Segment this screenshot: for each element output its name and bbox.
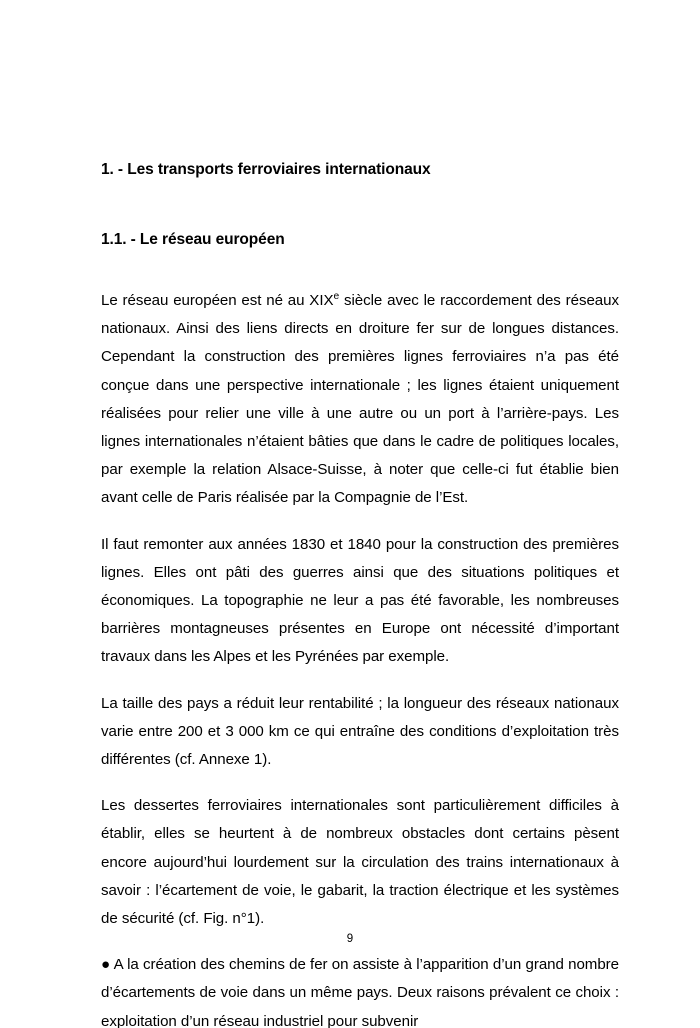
ordinal-superscript: e bbox=[333, 290, 340, 302]
paragraph-lead-text: Le réseau européen est né au XIX bbox=[101, 292, 334, 309]
page-content bbox=[101, 160, 619, 1028]
paragraph-taille-des-pays: La taille des pays a réduit leur rentabilité ; la longueur des réseaux nationaux varie entre 200 et 3 000 km ce qui entraîne des conditions d’exploitation très différentes (cf. Annexe 1). bbox=[101, 694, 619, 769]
paragraph-reseau-europeen bbox=[101, 287, 619, 513]
page-number: 9 bbox=[346, 933, 354, 945]
paragraph-rest-text: siècle avec le raccordement des réseaux nationaux. Ainsi des liens directs en droiture fer sur de longues distances. Cependant la construction des premières lignes ferroviaires n’a pas été conçue dans une perspective internationale ; les lignes étaient uniquement réalisées pour relier une ville à une autre ou un port à l’arrière-pays. Les lignes internationales n’étaient bâties que dans le cadre de politiques locales, par exemple la relation Alsace-Suisse, à noter que celle-ci fut établie bien avant celle de Paris réalisée par la Compagnie de l’Est. bbox=[101, 292, 619, 507]
paragraph-premieres-lignes: Il faut remonter aux années 1830 et 1840 pour la construction des premières lignes. Elles ont pâti des guerres ainsi que des situations politiques et économiques. La topographie ne leur a pas été favorable, les nombreuses barrières montagneuses présentes en Europe ont nécessité d’important travaux dans les Alpes et les Pyrénées par exemple. bbox=[101, 535, 619, 666]
subsection-heading: 1.1. - Le réseau européen bbox=[101, 231, 285, 248]
heading-spacer bbox=[101, 180, 619, 230]
section-heading: 1. - Les transports ferroviaires internationaux bbox=[101, 161, 431, 178]
paragraph-ecartements: ● A la création des chemins de fer on assiste à l’apparition d’un grand nombre d’écartements de voie dans un même pays. Deux raisons prévalent ce choix : exploitation d’un réseau industriel pour subvenir bbox=[101, 956, 619, 1028]
paragraph-dessertes: Les dessertes ferroviaires internationales sont particulièrement difficiles à établir, elles se heurtent à de nombreux obstacles dont certains pèsent encore aujourd’hui lourdement sur la circulation des trains internationaux à savoir : l’écartement de voie, le gabarit, la traction électrique et les systèmes de sécurité (cf. Fig. n°1). bbox=[101, 797, 619, 928]
subheading-spacer bbox=[101, 250, 619, 287]
